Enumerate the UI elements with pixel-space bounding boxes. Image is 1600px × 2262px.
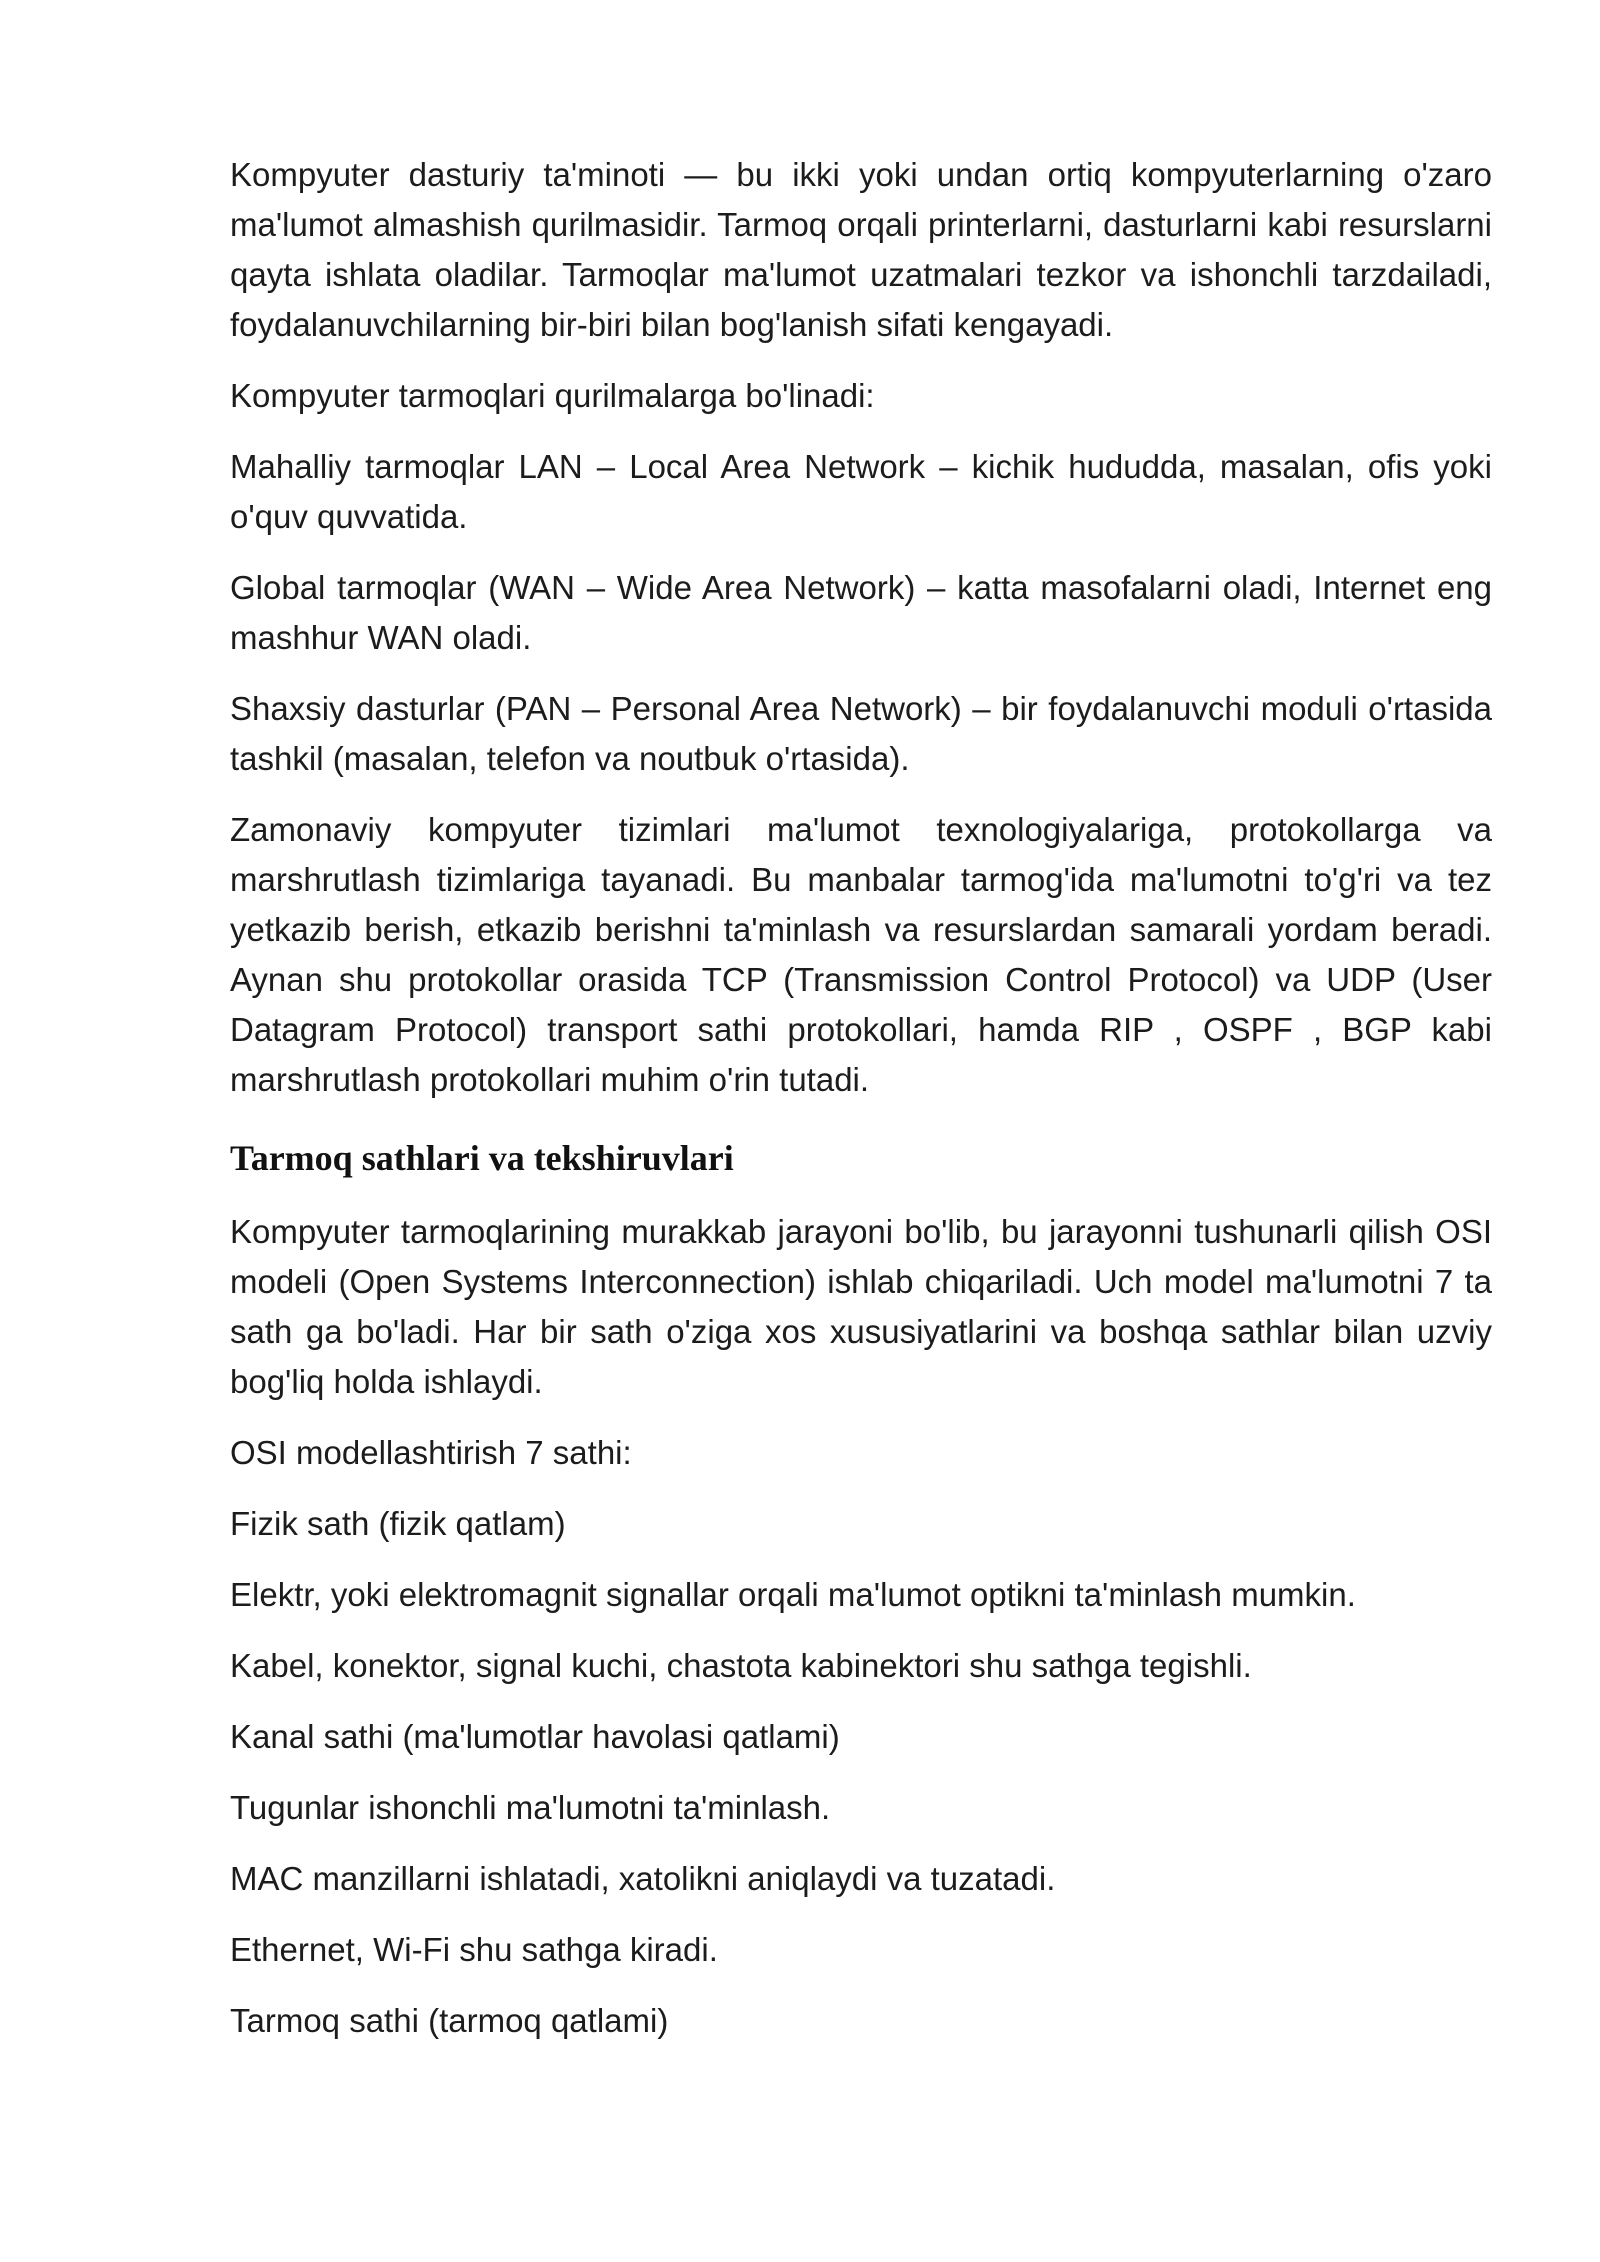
intro-paragraph: Kompyuter dasturiy ta'minoti — bu ikki yoki undan ortiq kompyuterlarning o'zaro ma'lumot almashish qurilmasidir. Tarmoq orqali printerlarni, dasturlarni kabi resurslarni qayta ishlata oladilar. Tarmoqlar ma'lumot uzatmalari tezkor va ishonchli tarzdailadi, foydalanuvchilarning bir-biri bilan bog'lanish sifati kengayadi. — [230, 156, 1492, 343]
pan-paragraph: Shaxsiy dasturlar (PAN – Personal Area Network) – bir foydalanuvchi moduli o'rtasida tashkil (masalan, telefon va noutbuk o'rtasida). — [230, 690, 1492, 777]
document-page — [230, 150, 1492, 2067]
protocols-paragraph: Zamonaviy kompyuter tizimlari ma'lumot texnologiyalariga, protokollarga va marshrutlash tizimlariga tayanadi. Bu manbalar tarmog'ida ma'lumotni to'g'ri va tez yetkazib berish, etkazib berishni ta'minlash va resurslardan samarali yordam beradi. Aynan shu protokollar orasida TCP (Transmission Control Protocol) va UDP (User Datagram Protocol) transport sathi protokollari, hamda RIP , OSPF , BGP kabi marshrutlash protokollari muhim o'rin tutadi. — [230, 811, 1492, 1098]
wan-paragraph: Global tarmoqlar (WAN – Wide Area Network) – katta masofalarni oladi, Internet eng mashhur WAN oladi. — [230, 569, 1492, 656]
physical-layer-desc-1: Elektr, yoki elektromagnit signallar orqali ma'lumot optikni ta'minlash mumkin. — [230, 1576, 1356, 1613]
physical-layer-desc-2: Kabel, konektor, signal kuchi, chastota kabinektori shu sathga tegishli. — [230, 1647, 1252, 1684]
section-heading: Tarmoq sathlari va tekshiruvlari — [230, 1138, 734, 1178]
osi-intro-paragraph: Kompyuter tarmoqlarining murakkab jarayoni bo'lib, bu jarayonni tushunarli qilish OSI modeli (Open Systems Interconnection) ishlab chiqariladi. Uch model ma'lumotni 7 ta sath ga bo'ladi. Har bir sath o'ziga xos xususiyatlarini va boshqa sathlar bilan uzviy bog'liq holda ishlaydi. — [230, 1213, 1492, 1400]
network-types-intro: Kompyuter tarmoqlari qurilmalarga bo'linadi: — [230, 377, 875, 414]
osi-layers-title: OSI modellashtirish 7 sathi: — [230, 1434, 632, 1471]
lan-paragraph: Mahalliy tarmoqlar LAN – Local Area Network – kichik hududda, masalan, ofis yoki o'quv quvvatida. — [230, 448, 1492, 535]
datalink-layer-title: Kanal sathi (ma'lumotlar havolasi qatlami) — [230, 1718, 840, 1755]
datalink-layer-desc-1: Tugunlar ishonchli ma'lumotni ta'minlash. — [230, 1789, 831, 1826]
datalink-layer-desc-3: Ethernet, Wi-Fi shu sathga kiradi. — [230, 1931, 718, 1968]
datalink-layer-desc-2: MAC manzillarni ishlatadi, xatolikni aniqlaydi va tuzatadi. — [230, 1860, 1056, 1897]
physical-layer-title: Fizik sath (fizik qatlam) — [230, 1505, 566, 1542]
network-layer-title: Tarmoq sathi (tarmoq qatlami) — [230, 2002, 669, 2039]
